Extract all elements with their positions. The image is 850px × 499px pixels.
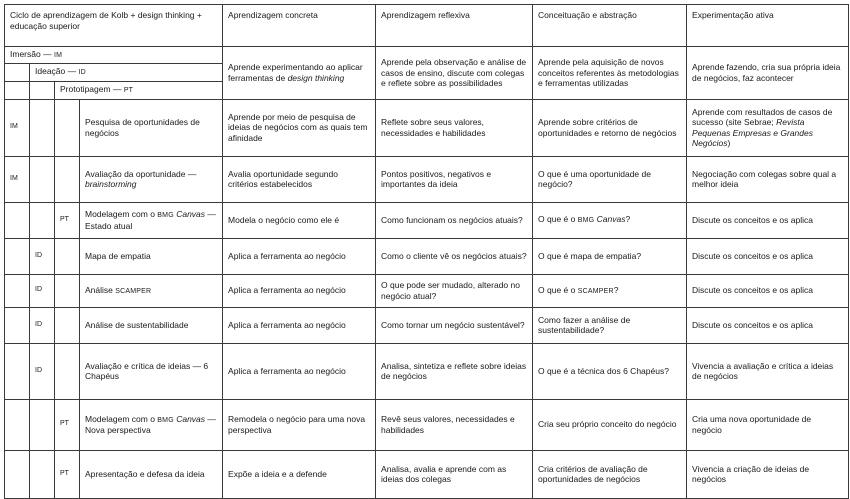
kolb-design-thinking-table — [4, 4, 849, 499]
table-cell: Avalia oportunidade segundo critérios estabelecidos — [223, 156, 376, 202]
table-cell: O que é mapa de empatia? — [533, 238, 687, 274]
phase-im-cell — [5, 274, 30, 307]
table-cell: Aplica a ferramenta ao negócio — [223, 307, 376, 343]
table-row — [5, 156, 849, 202]
column-header: Conceituação e abstração — [533, 5, 687, 47]
table-cell: Aplica a ferramenta ao negócio — [223, 238, 376, 274]
legend-row-imersao — [5, 47, 849, 64]
phase-id-cell — [30, 202, 55, 238]
table-cell: Discute os conceitos e os aplica — [687, 202, 849, 238]
legend-indent — [5, 63, 30, 81]
phase-id-cell — [30, 156, 55, 202]
phase-pt-cell — [55, 274, 80, 307]
table-cell: Aprende sobre critérios de oportunidades e retorno de negócios — [533, 99, 687, 156]
table-cell: Cria seu próprio conceito do negócio — [533, 399, 687, 450]
table-row — [5, 99, 849, 156]
table-cell: Vivencia a criação de ideias de negócios — [687, 450, 849, 498]
legend-cell: Aprende fazendo, cria sua própria ideia de negócios, faz acontecer — [687, 47, 849, 100]
activity-cell: Avaliação da oportunidade — brainstorming — [80, 156, 223, 202]
phase-id-mark: ID — [30, 307, 55, 343]
phase-id-cell — [30, 99, 55, 156]
phase-id-mark: ID — [30, 343, 55, 399]
table-row — [5, 202, 849, 238]
legend-imersao: Imersão — IM — [5, 47, 223, 64]
table-cell: Cria critérios de avaliação de oportunidades de negócios — [533, 450, 687, 498]
table-cell: Aplica a ferramenta ao negócio — [223, 343, 376, 399]
table-cell: Aprende por meio de pesquisa de ideias de negócios com as quais tem afinidade — [223, 99, 376, 156]
legend-cell: Aprende pela observação e análise de casos de ensino, discute com colegas e reflete sobre as possibilidades — [376, 47, 533, 100]
table-cell: O que é o BMG Canvas? — [533, 202, 687, 238]
table-cell: O que é a técnica dos 6 Chapéus? — [533, 343, 687, 399]
table-corner-title: Ciclo de aprendizagem de Kolb + design thinking + educação superior — [5, 5, 223, 47]
table-cell: Como o cliente vê os negócios atuais? — [376, 238, 533, 274]
table-cell: Reflete sobre seus valores, necessidades e habilidades — [376, 99, 533, 156]
column-header: Aprendizagem reflexiva — [376, 5, 533, 47]
phase-pt-cell — [55, 238, 80, 274]
phase-pt-mark: PT — [55, 202, 80, 238]
phase-id-mark: ID — [30, 238, 55, 274]
table-row — [5, 238, 849, 274]
phase-pt-cell — [55, 307, 80, 343]
table-cell: Cria uma nova oportunidade de negócio — [687, 399, 849, 450]
table-cell: Como funcionam os negócios atuais? — [376, 202, 533, 238]
table-cell: Remodela o negócio para uma nova perspectiva — [223, 399, 376, 450]
phase-im-mark: IM — [5, 99, 30, 156]
phase-id-cell — [30, 450, 55, 498]
table-cell: Revê seus valores, necessidades e habilidades — [376, 399, 533, 450]
legend-ideacao: Ideação — ID — [30, 63, 223, 81]
activity-cell: Análise SCAMPER — [80, 274, 223, 307]
table-row — [5, 307, 849, 343]
table-row — [5, 450, 849, 498]
phase-pt-cell — [55, 99, 80, 156]
table-cell: O que é uma oportunidade de negócio? — [533, 156, 687, 202]
phase-im-cell — [5, 307, 30, 343]
table-cell: Vivencia a avaliação e crítica a ideias de negócios — [687, 343, 849, 399]
header-row — [5, 5, 849, 47]
legend-prototipagem: Prototipagem — PT — [55, 81, 223, 99]
phase-im-mark: IM — [5, 156, 30, 202]
phase-im-cell — [5, 399, 30, 450]
phase-pt-cell — [55, 343, 80, 399]
table-cell: Como fazer a análise de sustentabilidade? — [533, 307, 687, 343]
table-cell: Analisa, sintetiza e reflete sobre ideias de negócios — [376, 343, 533, 399]
phase-im-cell — [5, 343, 30, 399]
phase-pt-mark: PT — [55, 450, 80, 498]
phase-im-cell — [5, 238, 30, 274]
activity-cell: Apresentação e defesa da ideia — [80, 450, 223, 498]
table-row — [5, 274, 849, 307]
table-cell: Pontos positivos, negativos e importantes da ideia — [376, 156, 533, 202]
phase-id-mark: ID — [30, 274, 55, 307]
table-cell: Analisa, avalia e aprende com as ideias dos colegas — [376, 450, 533, 498]
legend-cell: Aprende experimentando ao aplicar ferramentas de design thinking — [223, 47, 376, 100]
activity-cell: Mapa de empatia — [80, 238, 223, 274]
table-cell: Aprende com resultados de casos de sucesso (site Sebrae; Revista Pequenas Empresas e Grandes Negócios) — [687, 99, 849, 156]
table-cell: Expõe a ideia e a defende — [223, 450, 376, 498]
legend-indent — [5, 81, 30, 99]
phase-im-cell — [5, 450, 30, 498]
phase-id-cell — [30, 399, 55, 450]
table-row — [5, 343, 849, 399]
legend-indent — [30, 81, 55, 99]
table-cell: Aplica a ferramenta ao negócio — [223, 274, 376, 307]
activity-cell: Avaliação e crítica de ideias — 6 Chapéus — [80, 343, 223, 399]
column-header: Experimentação ativa — [687, 5, 849, 47]
legend-cell: Aprende pela aquisição de novos conceitos referentes às metodologias e ferramentas utilizadas — [533, 47, 687, 100]
table-cell: Discute os conceitos e os aplica — [687, 307, 849, 343]
table-cell: Como tornar um negócio sustentável? — [376, 307, 533, 343]
activity-cell: Modelagem com o BMG Canvas — Nova perspectiva — [80, 399, 223, 450]
table-cell: Discute os conceitos e os aplica — [687, 274, 849, 307]
table-cell: Modela o negócio como ele é — [223, 202, 376, 238]
table-cell: O que é o SCAMPER? — [533, 274, 687, 307]
table-cell: Discute os conceitos e os aplica — [687, 238, 849, 274]
table-cell: O que pode ser mudado, alterado no negócio atual? — [376, 274, 533, 307]
phase-pt-cell — [55, 156, 80, 202]
phase-im-cell — [5, 202, 30, 238]
table-cell: Negociação com colegas sobre qual a melhor ideia — [687, 156, 849, 202]
column-header: Aprendizagem concreta — [223, 5, 376, 47]
activity-cell: Modelagem com o BMG Canvas — Estado atual — [80, 202, 223, 238]
phase-pt-mark: PT — [55, 399, 80, 450]
activity-cell: Análise de sustentabilidade — [80, 307, 223, 343]
table-row — [5, 399, 849, 450]
activity-cell: Pesquisa de oportunidades de negócios — [80, 99, 223, 156]
